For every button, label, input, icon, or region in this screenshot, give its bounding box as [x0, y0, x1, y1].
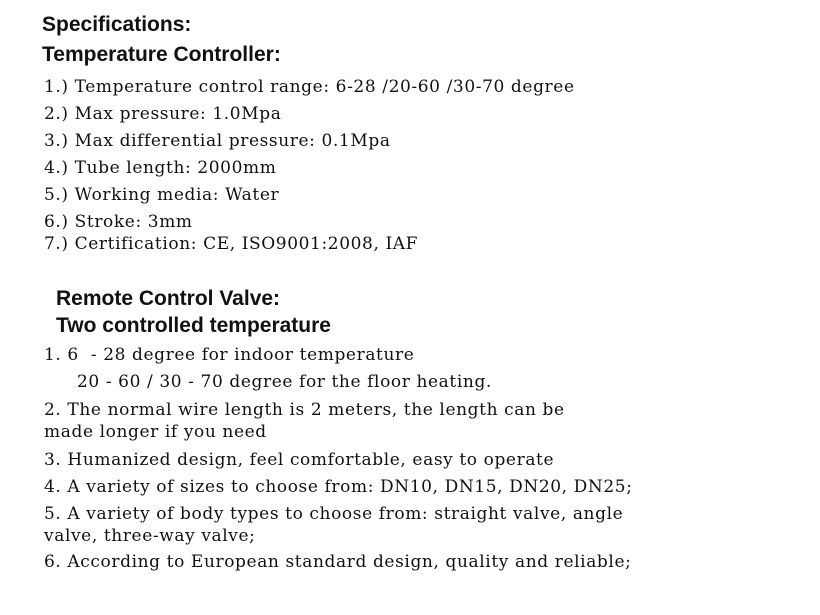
valve-line-floor-heating: 20 - 60 / 30 - 70 degree for the floor heating. [77, 372, 492, 392]
valve-line-wire-length: 2. The normal wire length is 2 meters, the length can be [44, 400, 565, 420]
spec-item-max-pressure: 2.) Max pressure: 1.0Mpa [44, 104, 282, 124]
spec-item-stroke: 6.) Stroke: 3mm [44, 212, 193, 232]
valve-line-indoor-temperature: 1. 6 - 28 degree for indoor temperature [44, 345, 415, 365]
spec-item-working-media: 5.) Working media: Water [44, 185, 280, 205]
valve-line-humanized-design: 3. Humanized design, feel comfortable, easy to operate [44, 450, 555, 470]
valve-line-body-types-cont: valve, three-way valve; [44, 526, 256, 546]
spec-item-differential-pressure: 3.) Max differential pressure: 0.1Mpa [44, 131, 391, 151]
valve-line-wire-length-cont: made longer if you need [44, 422, 267, 442]
remote-control-valve-title: Remote Control Valve: [56, 287, 281, 310]
remote-control-valve-subtitle: Two controlled temperature [56, 314, 331, 337]
spec-item-control-range: 1.) Temperature control range: 6-28 /20-60 /30-70 degree [44, 77, 575, 97]
specifications-title: Specifications: [42, 13, 192, 36]
temperature-controller-title: Temperature Controller: [42, 43, 281, 66]
spec-item-tube-length: 4.) Tube length: 2000mm [44, 158, 277, 178]
spec-item-certification: 7.) Certification: CE, ISO9001:2008, IAF [44, 234, 419, 254]
valve-line-sizes: 4. A variety of sizes to choose from: DN10, DN15, DN20, DN25; [44, 477, 633, 497]
valve-line-european-standard: 6. According to European standard design, quality and reliable; [44, 552, 632, 572]
valve-line-body-types: 5. A variety of body types to choose from: straight valve, angle [44, 504, 624, 524]
